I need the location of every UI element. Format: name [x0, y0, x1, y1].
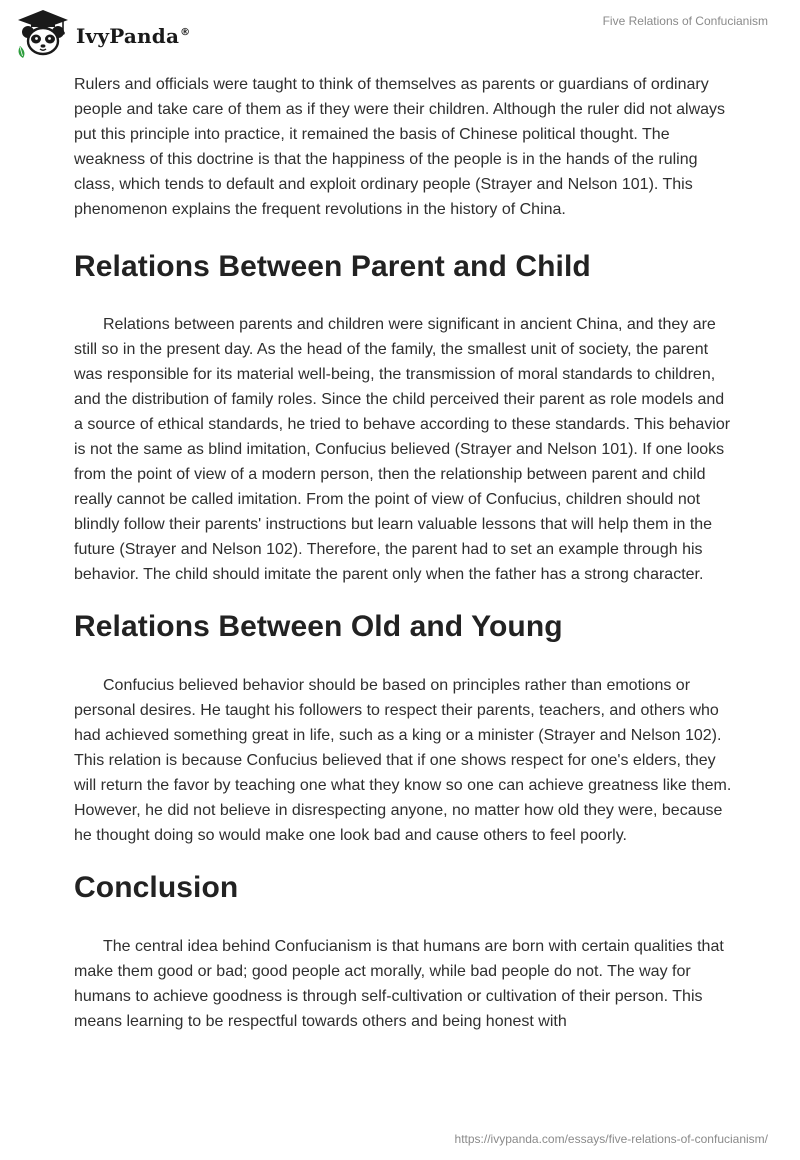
conclusion-paragraph: The central idea behind Confucianism is that humans are born with certain qualities that make them good or bad; good people act morally, while bad people do not. The way for humans to achieve goodness is through self-cultivation or cultivation of their person. This means learning to be respectful towards others and being honest with	[74, 938, 724, 1030]
essay-content	[74, 72, 734, 1034]
registered-mark: ®	[180, 27, 191, 39]
source-url-link[interactable]: https://ivypanda.com/essays/five-relations-of-confucianism/	[454, 1132, 768, 1146]
brand-text: IvyPanda	[76, 24, 180, 48]
ivypanda-logo[interactable]	[14, 8, 190, 60]
heading-parent-child: Relations Between Parent and Child	[74, 250, 591, 283]
document-title: Five Relations of Confucianism	[602, 14, 768, 28]
old-young-paragraph: Confucius believed behavior should be based on principles rather than emotions or personal desires. He taught his followers to respect their parents, teachers, and others who had achieved something great in life, such as a king or a minister (Strayer and Nelson 102). This relation is because Confucius believed that if one shows respect for one's elders, they will return the favor by teaching one what they know so one can achieve greatness like them. However, he did not believe in disrespecting anyone, no matter how old they were, because he thought doing so would make one look bad and cause others to feel poorly.	[74, 677, 732, 844]
page-header	[0, 0, 800, 70]
intro-paragraph: Rulers and officials were taught to think of themselves as parents or guardians of ordinary people and take care of them as if they were their children. Although the ruler did not always put this principle into practice, it remained the basis of Chinese political thought. The weakness of this doctrine is that the happiness of the people is in the hands of the ruling class, which tends to default and exploit ordinary people (Strayer and Nelson 101). This phenomenon explains the frequent revolutions in the history of China.	[74, 76, 726, 218]
parent-child-paragraph: Relations between parents and children were significant in ancient China, and they are still so in the present day. As the head of the family, the smallest unit of society, the parent was responsible for its material well-being, the transmission of moral standards to children, and the distribution of family roles. Since the child perceived their parent as role models and a source of ethical standards, he tried to behave according to these standards. This behavior is not the same as blind imitation, Confucius believed (Strayer and Nelson 101). If one looks from the point of view of a modern person, then the relationship between parent and child really cannot be called imitation. From the point of view of Confucius, children should not blindly follow their parents' instructions but learn valuable lessons that will help them in the future (Strayer and Nelson 102). Therefore, the parent had to set an example through his behavior. The child should imitate the parent only when the father has a strong character.	[74, 316, 731, 583]
heading-conclusion: Conclusion	[74, 871, 239, 904]
panda-graduate-icon	[14, 8, 72, 60]
brand-name	[76, 24, 190, 48]
heading-old-young: Relations Between Old and Young	[74, 610, 563, 643]
